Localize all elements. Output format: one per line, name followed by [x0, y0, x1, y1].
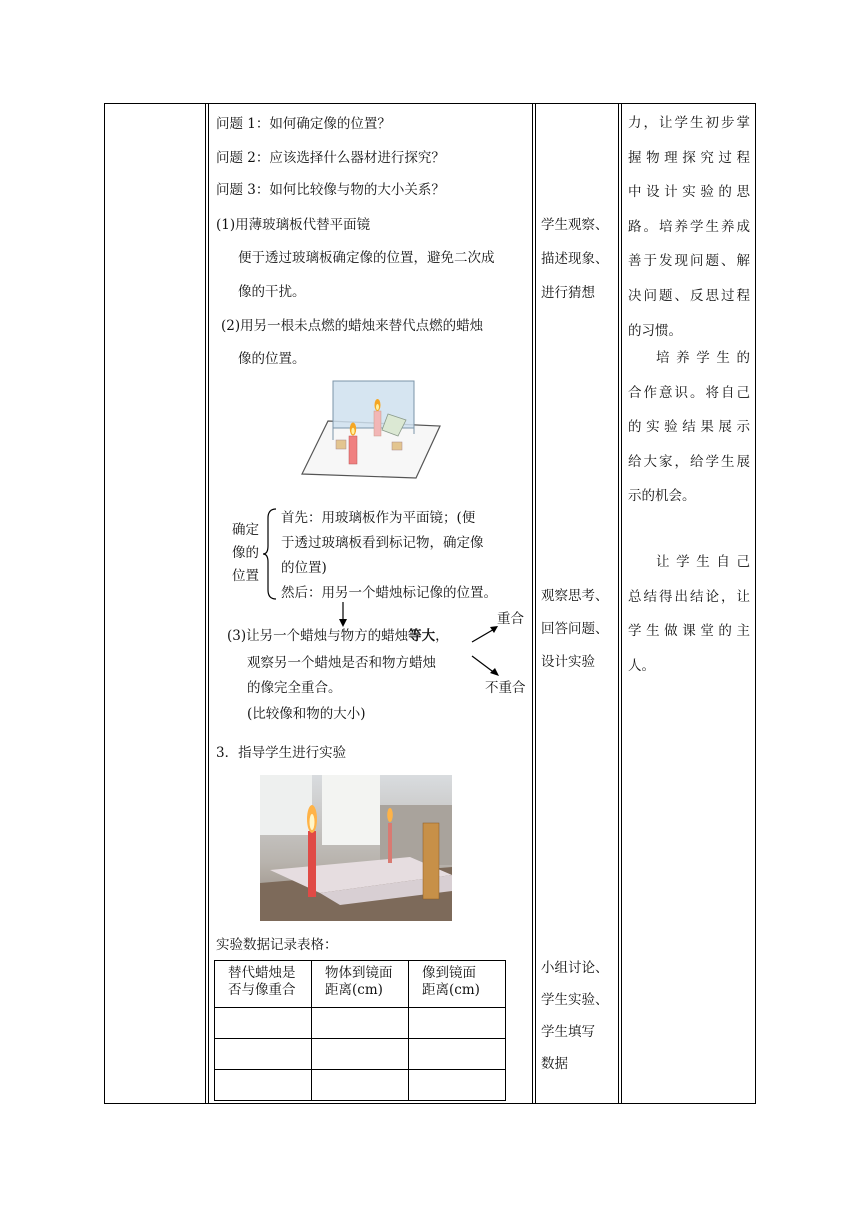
table-cell[interactable] [409, 1070, 506, 1101]
header-cell-object-distance [312, 961, 409, 1008]
candle-experiment-photo [260, 775, 452, 921]
activity-line: 观察思考、 [541, 588, 609, 604]
header-text: 物体到镜面 [325, 965, 393, 981]
step-1-line-1: 便于透过玻璃板确定像的位置，避免二次成 [238, 250, 495, 266]
header-text: 像到镜面 [422, 965, 476, 981]
activity-line: 数据 [541, 1056, 568, 1072]
table-cell[interactable] [409, 1008, 506, 1039]
step-2-line-2: 像的位置。 [238, 351, 306, 367]
table-bottom-border [104, 1103, 756, 1104]
step-3-suffix: ， [435, 628, 449, 644]
header-text: 距离(cm) [325, 982, 383, 998]
guide-experiment-heading: 3．指导学生进行实验 [216, 745, 347, 761]
intent-line: 力，让学生初步掌 [628, 115, 750, 131]
activity-line: 学生实验、 [541, 992, 609, 1008]
col-divider-1a [205, 103, 206, 1104]
table-header-row [215, 961, 506, 1008]
step-2-line-1: (2)用另一根未点燃的蜡烛来替代点燃的蜡烛 [221, 318, 484, 334]
record-table [214, 960, 506, 1101]
activity-line: 回答问题、 [541, 621, 609, 637]
brace-label-1: 确定 [232, 522, 259, 538]
step-1-line-2: 像的干扰。 [238, 284, 306, 300]
glass-plate-illustration [298, 378, 444, 480]
intent-line: 学生做课堂的主 [628, 623, 750, 640]
brace-label-3: 位置 [232, 568, 259, 584]
design-intent-paragraph-3 [628, 554, 750, 692]
col-divider-2b [535, 103, 536, 1104]
table-left-border [104, 103, 105, 1104]
table-cell[interactable] [215, 1070, 312, 1101]
col-divider-1b [208, 103, 209, 1104]
intent-line: 让学生自己 [656, 554, 750, 570]
intent-line: 合作意识。将自己 [628, 384, 750, 401]
table-cell[interactable] [215, 1039, 312, 1070]
design-intent-paragraph-1 [628, 115, 750, 357]
table-row [215, 1039, 506, 1070]
table-cell[interactable] [312, 1070, 409, 1101]
intent-line: 的习惯。 [628, 322, 682, 339]
first-step-line-3: 的位置) [281, 560, 327, 576]
table-top-border [104, 103, 756, 104]
table-right-border [755, 103, 756, 1104]
activity-line: 设计实验 [541, 654, 595, 670]
intent-line: 培养学生的 [656, 350, 750, 366]
activity-line: 学生观察、 [541, 217, 609, 233]
student-activity-block-1 [541, 217, 615, 319]
first-step-line-2: 于透过玻璃板看到标记物，确定像 [281, 535, 484, 551]
table-caption: 实验数据记录表格： [216, 937, 338, 953]
brace-label-2: 像的 [232, 545, 259, 561]
question-1: 问题 1：如何确定像的位置？ [216, 116, 391, 132]
col-divider-3a [618, 103, 619, 1104]
step-3-prefix: (3)让另一个蜡烛与物方的蜡烛 [227, 628, 409, 644]
step-3-line-4: (比较像和物的大小) [247, 706, 366, 722]
intent-line: 中设计实验的思 [628, 184, 750, 201]
intent-line: 给大家，给学生展 [628, 453, 750, 470]
col-divider-3b [621, 103, 622, 1104]
intent-line: 示的机会。 [628, 488, 696, 505]
student-activity-block-3 [541, 960, 615, 1088]
intent-line: 握物理探究过程 [628, 149, 750, 166]
header-cell-image-distance [409, 961, 506, 1008]
table-row [215, 1008, 506, 1039]
activity-line: 学生填写 [541, 1024, 595, 1040]
table-cell[interactable] [312, 1008, 409, 1039]
col-divider-2a [532, 103, 533, 1104]
header-text: 距离(cm) [422, 982, 480, 998]
activity-line: 进行猜想 [541, 285, 595, 301]
activity-line: 描述现象、 [541, 251, 609, 267]
outcome-coincide: 重合 [497, 611, 524, 627]
step-1-title: (1)用薄玻璃板代替平面镜 [216, 217, 371, 233]
then-step-line: 然后：用另一个蜡烛标记像的位置。 [281, 585, 497, 601]
table-cell[interactable] [312, 1039, 409, 1070]
step-3-line-1 [227, 628, 449, 645]
design-intent-paragraph-2 [628, 350, 750, 523]
intent-line: 决问题、反思过程 [628, 287, 750, 304]
table-cell[interactable] [215, 1008, 312, 1039]
first-step-line-1: 首先：用玻璃板作为平面镜；(便 [281, 510, 476, 526]
step-3-line-3: 的像完全重合。 [247, 680, 342, 696]
student-activity-block-2 [541, 588, 615, 687]
activity-line: 小组讨论、 [541, 960, 609, 976]
intent-line: 人。 [628, 657, 655, 674]
header-text: 替代蜡烛是 [228, 965, 296, 981]
table-row [215, 1070, 506, 1101]
step-3-bold: 等大 [408, 628, 436, 644]
question-3: 问题 3：如何比较像与物的大小关系？ [216, 182, 445, 198]
header-text: 否与像重合 [228, 982, 296, 998]
step-3-line-2: 观察另一个蜡烛是否和物方蜡烛 [247, 655, 436, 671]
curly-brace [262, 508, 278, 600]
header-cell-coincide [215, 961, 312, 1008]
intent-line: 的实验结果展示 [628, 419, 750, 436]
intent-line: 善于发现问题、解 [628, 253, 750, 270]
outcome-not-coincide: 不重合 [485, 680, 526, 696]
intent-line: 总结得出结论，让 [628, 588, 750, 605]
intent-line: 路。培养学生养成 [628, 218, 750, 235]
table-cell[interactable] [409, 1039, 506, 1070]
question-2: 问题 2：应该选择什么器材进行探究？ [216, 150, 445, 166]
